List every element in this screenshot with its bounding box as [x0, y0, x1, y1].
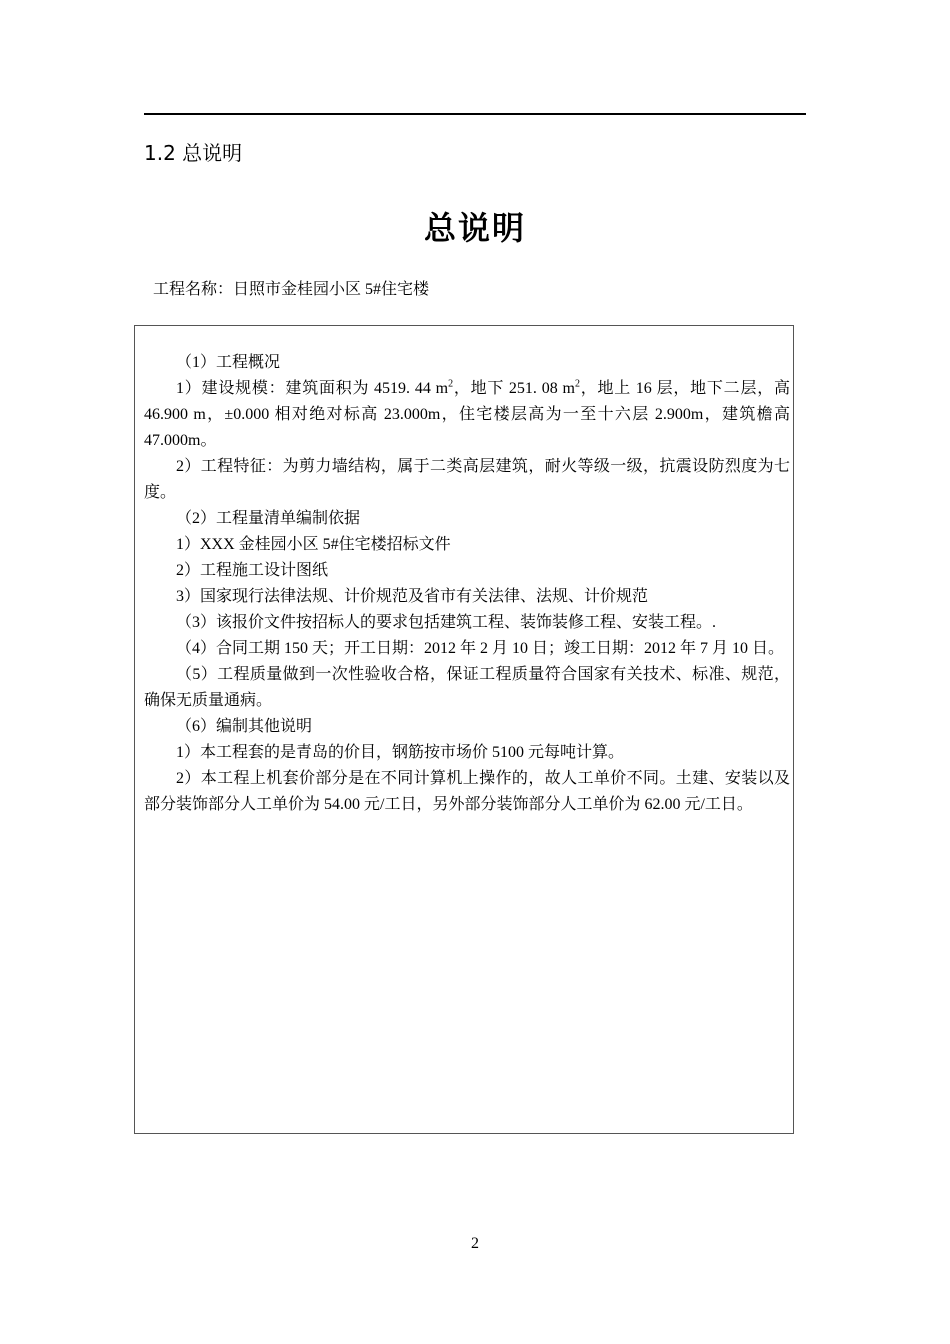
- project-name-line: 工程名称：日照市金桂园小区 5#住宅楼: [153, 281, 430, 298]
- header-rule: [144, 113, 806, 115]
- page-number: 2: [471, 1235, 479, 1252]
- section-quality: （5）工程质量做到一次性验收合格，保证工程质量符合国家有关技术、标准、规范，确保无质量通病。: [144, 666, 790, 709]
- content-body: [144, 350, 790, 818]
- scale-text-c: ，地上 16 层，地下二层，高 46.900 m，±0.000 相对绝对标高 23.000m，住宅楼层高为一至十六层 2.900m，建筑檐高 47.000m。: [144, 380, 790, 449]
- basis-item-3: 3）国家现行法律法规、计价规范及省市有关法律、法规、计价规范: [176, 588, 649, 605]
- scale-text-a: 1）建设规模：建筑面积为 4519. 44 m: [176, 380, 449, 397]
- basis-item-1: 1）XXX 金桂园小区 5#住宅楼招标文件: [176, 536, 451, 553]
- section-heading: 1.2 总说明: [144, 141, 243, 165]
- section-schedule: （4）合同工期 150 天；开工日期：2012 年 2 月 10 日；竣工日期：2012 年 7 月 10 日。: [176, 640, 785, 657]
- sup-squared-2: 2: [574, 378, 580, 390]
- other-item-1: 1）本工程套的是青岛的价目，钢筋按市场价 5100 元每吨计算。: [176, 744, 625, 761]
- features-paragraph: 2）工程特征：为剪力墙结构，属于二类高层建筑，耐火等级一级，抗震设防烈度为七度。: [144, 458, 790, 501]
- sup-squared-1: 2: [448, 378, 454, 390]
- section-other-heading: （6）编制其他说明: [176, 718, 313, 735]
- page-title: 总说明: [423, 209, 526, 247]
- other-item-2: 2）本工程上机套价部分是在不同计算机上操作的，故人工单价不同。土建、安装以及部分装饰部分人工单价为 54.00 元/工日，另外部分装饰部分人工单价为 62.00 元/工日。: [144, 770, 790, 813]
- section-overview-heading: （1）工程概况: [176, 354, 281, 371]
- section-basis-heading: （2）工程量清单编制依据: [176, 510, 361, 527]
- scale-text-b: ，地下 251. 08 m: [453, 380, 575, 397]
- scale-paragraph: [144, 376, 790, 454]
- basis-item-2: 2）工程施工设计图纸: [176, 562, 329, 579]
- section-scope: （3）该报价文件按招标人的要求包括建筑工程、装饰装修工程、安装工程。.: [176, 614, 717, 631]
